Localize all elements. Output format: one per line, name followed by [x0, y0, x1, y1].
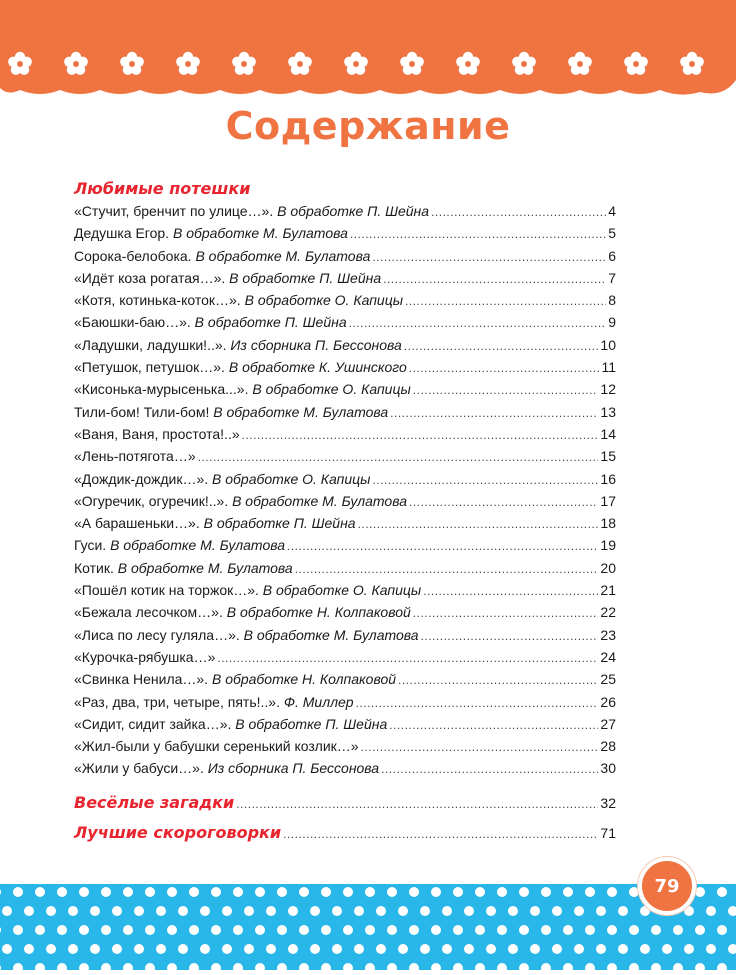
polka-dot — [420, 906, 430, 916]
dot-leader — [421, 625, 599, 647]
polka-dot — [112, 944, 122, 954]
entry-adaptation-note: Ф. Миллер — [283, 693, 354, 710]
contents-entry[interactable] — [74, 378, 616, 400]
page-ref: 26 — [600, 693, 616, 710]
contents-entry[interactable] — [74, 735, 616, 757]
polka-dot — [167, 887, 177, 897]
polka-dot — [717, 925, 727, 935]
polka-dot — [178, 906, 188, 916]
entry-title — [74, 691, 354, 713]
polka-dot — [24, 906, 34, 916]
entry-adaptation-note: В обработке М. Булатова — [243, 626, 419, 643]
page-ref: 25 — [600, 671, 616, 688]
polka-dot — [244, 944, 254, 954]
polka-dot — [299, 887, 309, 897]
polka-dot — [57, 887, 67, 897]
polka-dot — [442, 906, 452, 916]
entry-title — [74, 423, 240, 445]
polka-dot — [376, 944, 386, 954]
polka-dot — [35, 887, 45, 897]
section-heading-skorogovorki: Лучшие скороговорки — [74, 822, 282, 842]
entry-adaptation-note: В обработке О. Капицы — [252, 381, 411, 398]
contents-entry[interactable] — [74, 200, 616, 222]
entry-adaptation-note: В обработке М. Булатова — [195, 247, 371, 264]
polka-dot — [684, 944, 694, 954]
page-ref: 21 — [600, 582, 616, 599]
page-ref: 7 — [608, 269, 616, 286]
page-ref: 12 — [600, 381, 616, 398]
entry-title — [74, 757, 379, 779]
dot-leader — [413, 602, 599, 624]
entry-title — [74, 534, 285, 556]
entry-adaptation-note: В обработке Н. Колпаковой — [226, 604, 411, 621]
entry-title-text: «Сидит, сидит зайка…». — [74, 715, 236, 732]
entry-title-text: «Дождик-дождик…». — [74, 470, 213, 487]
entry-title-text: «Петушок, петушок…». — [74, 359, 229, 376]
contents-entry[interactable] — [74, 579, 616, 601]
entry-title — [74, 445, 196, 467]
polka-dot — [563, 887, 573, 897]
polka-dot — [607, 887, 617, 897]
polka-dot — [211, 925, 221, 935]
contents-entry[interactable] — [74, 468, 616, 490]
polka-dot — [134, 944, 144, 954]
polka-dot — [277, 887, 287, 897]
page-ref: 22 — [600, 604, 616, 621]
dot-leader — [389, 714, 598, 736]
dot-leader — [295, 558, 599, 580]
dot-leader — [372, 469, 598, 491]
polka-dot — [189, 925, 199, 935]
polka-dot — [288, 944, 298, 954]
entry-title-text: Тили-бом! Тили-бом! — [74, 403, 214, 420]
contents-entry[interactable] — [74, 557, 616, 579]
contents-entry[interactable] — [74, 311, 616, 333]
dot-leader — [381, 758, 598, 780]
polka-dot — [2, 906, 12, 916]
polka-dot — [618, 906, 628, 916]
entry-adaptation-note: В обработке М. Булатова — [117, 559, 293, 576]
entry-title-text: «Огуречик, огуречик!..». — [74, 492, 233, 509]
entry-adaptation-note: В обработке П. Шейна — [194, 314, 347, 331]
entry-adaptation-note: Из сборника П. Бессонова — [207, 760, 380, 777]
entry-adaptation-note: В обработке М. Булатова — [110, 537, 286, 554]
dot-leader — [236, 793, 598, 815]
polka-dot — [222, 906, 232, 916]
entry-title — [74, 200, 429, 222]
contents-entry[interactable] — [74, 267, 616, 289]
entry-title — [74, 356, 407, 378]
polka-dot — [365, 925, 375, 935]
contents-entry[interactable] — [74, 668, 616, 690]
polka-dot — [717, 887, 727, 897]
dot-leader — [358, 513, 599, 535]
bottom-decorative-band — [0, 884, 736, 970]
entry-adaptation-note: В обработке Н. Колпаковой — [211, 671, 397, 688]
polka-dot — [68, 906, 78, 916]
polka-dot — [68, 944, 78, 954]
entry-title-text: Гуси. — [74, 537, 111, 554]
page-ref: 28 — [600, 738, 616, 755]
entry-title-text: Дедушка Егор. — [74, 225, 173, 242]
entry-title-text: «Курочка-рябушка…» — [74, 648, 216, 665]
polka-dot — [321, 925, 331, 935]
page-ref: 17 — [600, 492, 616, 509]
polka-dot — [387, 925, 397, 935]
section-heading-poteshki: Любимые потешки — [74, 179, 251, 198]
entry-title-text: «Лень-потягота…» — [74, 448, 196, 465]
polka-dot — [101, 925, 111, 935]
polka-dot — [123, 925, 133, 935]
page-ref: 15 — [600, 448, 616, 465]
entry-title — [74, 267, 381, 289]
entry-adaptation-note: В обработке М. Булатова — [213, 403, 389, 420]
entry-title — [74, 557, 293, 579]
polka-dot — [541, 925, 551, 935]
entry-title-text: Сорока-белобока. — [74, 247, 196, 264]
polka-dot — [134, 906, 144, 916]
polka-dot — [90, 944, 100, 954]
entry-adaptation-note: В обработке П. Шейна — [203, 515, 356, 532]
polka-dot — [343, 925, 353, 935]
page-ref: 32 — [600, 794, 616, 811]
polka-dot — [574, 906, 584, 916]
polka-dot — [46, 906, 56, 916]
polka-dot — [299, 925, 309, 935]
entry-title — [74, 401, 388, 423]
entry-title-text: «Котя, котинька-коток…». — [74, 292, 245, 309]
entry-title-text: Котик. — [74, 559, 118, 576]
entry-title — [74, 735, 359, 757]
polka-dot — [585, 925, 595, 935]
polka-dot — [354, 906, 364, 916]
contents-entry[interactable] — [74, 713, 616, 735]
contents-entry[interactable] — [74, 401, 616, 423]
entry-title — [74, 222, 348, 244]
entry-title — [74, 334, 402, 356]
entry-adaptation-note: В обработке О. Капицы — [262, 582, 422, 599]
contents-entry[interactable] — [74, 423, 616, 445]
entry-title — [74, 245, 370, 267]
entry-adaptation-note: В обработке П. Шейна — [229, 269, 382, 286]
polka-dot — [431, 925, 441, 935]
polka-dot — [651, 925, 661, 935]
dot-leader — [356, 692, 599, 714]
dot-leader — [350, 223, 606, 245]
polka-dot — [365, 887, 375, 897]
contents-list — [74, 200, 616, 780]
dot-leader — [409, 357, 600, 379]
section-heading-zagadki: Весёлые загадки — [74, 792, 235, 812]
page-ref: 19 — [600, 537, 616, 554]
polka-dot — [409, 925, 419, 935]
page-ref: 27 — [600, 715, 616, 732]
polka-dot — [244, 906, 254, 916]
dot-leader — [409, 491, 598, 513]
entry-title-text: «Кисонька-мурысенька...». — [74, 381, 253, 398]
polka-dot — [200, 906, 210, 916]
polka-dot — [57, 925, 67, 935]
polka-dot — [376, 906, 386, 916]
polka-dot — [475, 925, 485, 935]
page-ref: 14 — [600, 425, 616, 442]
polka-dot — [486, 944, 496, 954]
page-ref: 16 — [600, 470, 616, 487]
polka-dot — [189, 887, 199, 897]
contents-entry[interactable] — [74, 334, 616, 356]
page-ref: 8 — [608, 292, 616, 309]
contents-entry[interactable] — [74, 445, 616, 467]
polka-dot — [288, 906, 298, 916]
entry-title-text: «Пошёл котик на торжок…». — [74, 582, 263, 599]
polka-dot — [409, 887, 419, 897]
contents-entry[interactable] — [74, 534, 616, 556]
page-ref: 4 — [608, 203, 616, 219]
polka-dot — [596, 944, 606, 954]
polka-dot — [46, 944, 56, 954]
polka-dot — [695, 925, 705, 935]
polka-dot — [156, 906, 166, 916]
polka-dot — [508, 906, 518, 916]
table-of-contents — [74, 178, 616, 844]
contents-entry[interactable] — [74, 624, 616, 646]
polka-dot — [266, 944, 276, 954]
page-ref: 13 — [600, 403, 616, 420]
polka-dot — [475, 887, 485, 897]
polka-dot — [420, 944, 430, 954]
dot-leader — [198, 446, 599, 468]
dot-leader — [349, 312, 607, 334]
contents-entry-skorogovorki[interactable] — [74, 822, 616, 844]
polka-dot — [706, 944, 716, 954]
polka-dot — [255, 887, 265, 897]
entry-title — [74, 468, 370, 490]
entry-title — [74, 311, 347, 333]
polka-dot — [464, 944, 474, 954]
page-ref: 18 — [600, 515, 616, 532]
contents-entry[interactable] — [74, 222, 616, 244]
entry-title — [74, 624, 419, 646]
entry-title-text: «Бежала лесочком…». — [74, 604, 227, 621]
polka-dot — [343, 887, 353, 897]
dot-leader — [413, 379, 599, 401]
polka-dot — [13, 925, 23, 935]
entry-title-text: «Свинка Ненила…». — [74, 671, 212, 688]
polka-dot — [200, 944, 210, 954]
page-title: Содержание — [225, 104, 511, 148]
entry-adaptation-note: В обработке П. Шейна — [235, 715, 388, 732]
page-ref: 5 — [608, 225, 616, 242]
page-ref: 30 — [600, 760, 616, 777]
polka-dot — [629, 925, 639, 935]
entry-adaptation-note: В обработке П. Шейна — [277, 203, 430, 219]
polka-dot — [101, 887, 111, 897]
entry-title-text: «Ладушки, ладушки!..». — [74, 336, 231, 353]
entry-title-text: «Лиса по лесу гуляла…». — [74, 626, 244, 643]
entry-title — [74, 289, 403, 311]
polka-dot — [398, 906, 408, 916]
polka-dot — [398, 944, 408, 954]
contents-entry[interactable] — [74, 691, 616, 713]
contents-entry[interactable] — [74, 245, 616, 267]
polka-dot — [442, 944, 452, 954]
polka-dot — [123, 887, 133, 897]
entry-adaptation-note: В обработке К. Ушинского — [228, 359, 407, 376]
polka-dot — [673, 925, 683, 935]
polka-dot — [79, 887, 89, 897]
polka-dot — [2, 944, 12, 954]
dot-leader — [283, 823, 598, 845]
polka-dot — [585, 887, 595, 897]
polka-dot — [640, 944, 650, 954]
polka-dot — [112, 906, 122, 916]
contents-entry[interactable] — [74, 490, 616, 512]
entry-title-text: «Ваня, Ваня, простота!..» — [74, 425, 240, 442]
contents-entry[interactable] — [74, 646, 616, 668]
polka-dot — [277, 925, 287, 935]
entry-title-text: «А барашеньки…». — [74, 515, 204, 532]
dot-leader — [431, 201, 606, 223]
polka-dot — [266, 906, 276, 916]
entry-title — [74, 646, 215, 668]
contents-entry[interactable] — [74, 356, 616, 378]
polka-dot — [156, 944, 166, 954]
entry-title-text: «Баюшки-баю…». — [74, 314, 195, 331]
entry-title — [74, 601, 411, 623]
polka-dot — [145, 925, 155, 935]
polka-dot — [563, 925, 573, 935]
entry-adaptation-note: В обработке М. Булатова — [232, 492, 407, 509]
polka-dot — [695, 887, 705, 897]
contents-entry[interactable] — [74, 601, 616, 623]
polka-dot — [255, 925, 265, 935]
polka-dot — [607, 925, 617, 935]
polka-dot — [387, 887, 397, 897]
polka-dot — [211, 887, 221, 897]
polka-dot — [24, 944, 34, 954]
polka-dot — [497, 925, 507, 935]
polka-dot — [486, 906, 496, 916]
page-ref: 23 — [600, 626, 616, 643]
polka-dot — [35, 925, 45, 935]
dot-leader — [372, 246, 606, 268]
entry-title-text: «Раз, два, три, четыре, пять!..». — [74, 693, 284, 710]
dot-leader — [217, 647, 598, 669]
polka-dot — [310, 906, 320, 916]
polka-dot — [541, 887, 551, 897]
page-ref: 20 — [600, 559, 616, 576]
polka-dot — [90, 906, 100, 916]
entry-title — [74, 713, 387, 735]
entry-title — [74, 490, 407, 512]
polka-dot — [167, 925, 177, 935]
entry-adaptation-note: Из сборника П. Бессонова — [230, 336, 402, 353]
entry-title — [74, 378, 411, 400]
dot-leader — [404, 335, 599, 357]
polka-dot — [530, 906, 540, 916]
polka-dot — [519, 887, 529, 897]
polka-dot — [552, 944, 562, 954]
dot-leader — [287, 535, 598, 557]
polka-dot — [145, 887, 155, 897]
entry-adaptation-note: В обработке О. Капицы — [212, 470, 371, 487]
polka-dot — [508, 944, 518, 954]
page-ref: 10 — [600, 336, 616, 353]
top-decorative-band — [0, 0, 736, 115]
entry-title-text: «Идёт коза рогатая…». — [74, 269, 230, 286]
polka-dot — [464, 906, 474, 916]
polka-dot — [519, 925, 529, 935]
entry-title — [74, 668, 396, 690]
contents-entry[interactable] — [74, 289, 616, 311]
entry-title-text: «Жил-были у бабушки серенький козлик…» — [74, 738, 359, 755]
dot-leader — [423, 580, 598, 602]
polka-dot — [310, 944, 320, 954]
polka-dot — [596, 906, 606, 916]
contents-entry[interactable] — [74, 757, 616, 779]
page-number-badge: 79 — [638, 857, 696, 915]
polka-dot — [332, 944, 342, 954]
entry-title — [74, 579, 421, 601]
polka-dot — [354, 944, 364, 954]
page-ref: 6 — [608, 247, 616, 264]
dot-leader — [383, 268, 606, 290]
entry-title — [74, 512, 356, 534]
page-ref: 9 — [608, 314, 616, 331]
polka-dot — [233, 887, 243, 897]
entry-adaptation-note: В обработке М. Булатова — [172, 225, 348, 242]
contents-entry[interactable] — [74, 512, 616, 534]
contents-entry-zagadki[interactable] — [74, 792, 616, 814]
dot-leader — [242, 424, 599, 446]
polka-dot — [431, 887, 441, 897]
polka-dot — [574, 944, 584, 954]
polka-dot — [618, 944, 628, 954]
polka-dot — [222, 944, 232, 954]
polka-dot — [453, 925, 463, 935]
polka-dot — [453, 887, 463, 897]
entry-title-text: «Стучит, бренчит по улице…». — [74, 203, 278, 219]
polka-dot — [13, 887, 23, 897]
polka-dot — [530, 944, 540, 954]
polka-dot — [79, 925, 89, 935]
polka-dot — [662, 944, 672, 954]
dot-leader — [390, 402, 598, 424]
polka-dot — [332, 906, 342, 916]
page-ref: 24 — [600, 648, 616, 665]
polka-dot — [233, 925, 243, 935]
dot-leader — [398, 669, 598, 691]
polka-dot — [497, 887, 507, 897]
entry-title-text: «Жили у бабуси…». — [74, 760, 208, 777]
page-ref: 11 — [601, 359, 616, 376]
polka-dot — [706, 906, 716, 916]
dot-leader — [405, 290, 606, 312]
polka-dot — [321, 887, 331, 897]
entry-adaptation-note: В обработке О. Капицы — [244, 292, 404, 309]
dot-leader — [361, 736, 599, 758]
polka-dot — [552, 906, 562, 916]
page-ref: 71 — [600, 824, 616, 841]
polka-dot — [178, 944, 188, 954]
